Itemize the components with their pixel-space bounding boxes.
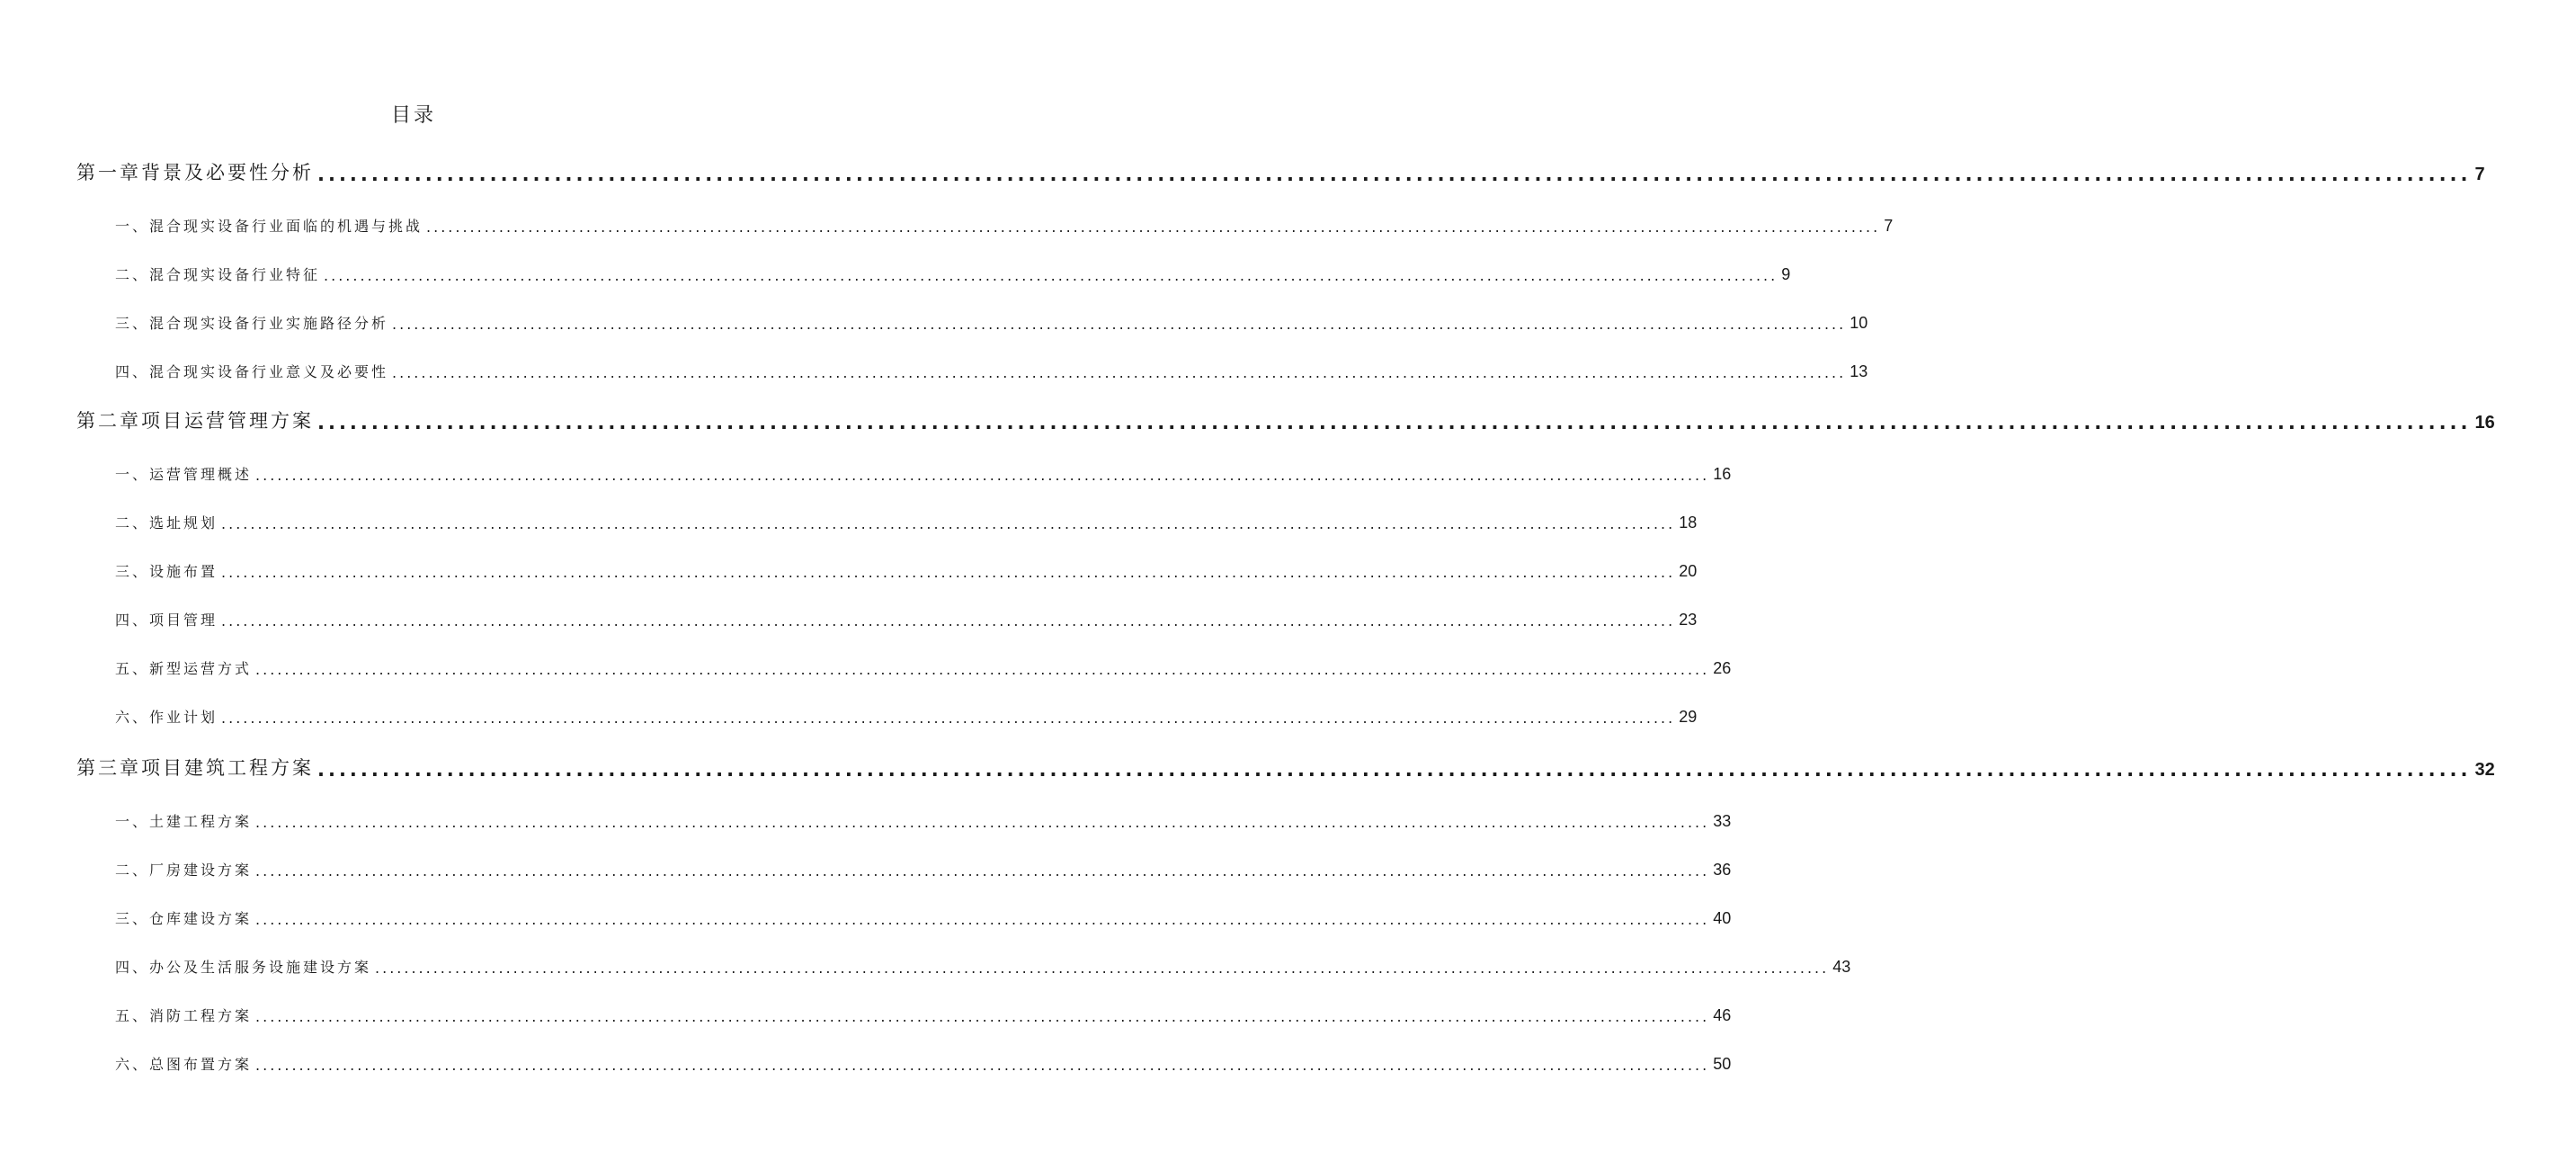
toc-section-entry[interactable] xyxy=(0,950,1851,977)
toc-section-title: 五、消防工程方案 xyxy=(115,1007,253,1024)
toc-section-entry[interactable] xyxy=(0,554,1698,581)
toc-section-page-number: 20 xyxy=(1679,562,1698,580)
toc-section-entry[interactable] xyxy=(0,998,1732,1025)
toc-section-page-number: 18 xyxy=(1679,514,1698,531)
toc-section-page-number: 46 xyxy=(1713,1006,1732,1024)
toc-section-title: 二、选址规划 xyxy=(115,514,218,531)
toc-section-title: 三、仓库建设方案 xyxy=(115,910,253,927)
toc-section-entry[interactable] xyxy=(0,853,1732,880)
toc-section-page-number: 13 xyxy=(1850,362,1868,380)
toc-section-title: 四、项目管理 xyxy=(115,612,218,629)
toc-section-entry[interactable] xyxy=(0,700,1698,727)
toc-section-page-number: 9 xyxy=(1781,265,1791,283)
toc-section-page-number: 43 xyxy=(1832,958,1851,976)
toc-section-title: 三、混合现实设备行业实施路径分析 xyxy=(115,315,389,332)
toc-section-page-number: 26 xyxy=(1713,659,1732,677)
toc-section-entry[interactable] xyxy=(0,901,1732,928)
dot-leader: ........................................................................................................................................................................................................ xyxy=(317,759,2472,781)
dot-leader: ........................................................................................................................................................................................................ xyxy=(392,316,1847,333)
toc-title: 目录 xyxy=(390,104,436,127)
toc-section-entry[interactable] xyxy=(0,651,1732,678)
toc-chapter-page-number: 7 xyxy=(2474,165,2485,184)
toc-section-entry[interactable] xyxy=(0,603,1698,630)
dot-leader: ........................................................................................................................................................................................................ xyxy=(255,661,1710,678)
dot-leader: ........................................................................................................................................................................................................ xyxy=(255,1008,1710,1025)
dot-leader: ........................................................................................................................................................................................................ xyxy=(221,515,1676,532)
toc-section-title: 三、设施布置 xyxy=(115,563,218,580)
dot-leader: ........................................................................................................................................................................................................ xyxy=(221,612,1676,630)
toc-section-page-number: 23 xyxy=(1679,611,1698,629)
toc-section-page-number: 50 xyxy=(1713,1055,1732,1073)
toc-section-title: 一、运营管理概述 xyxy=(115,466,253,483)
dot-leader: ........................................................................................................................................................................................................ xyxy=(255,862,1710,880)
toc-section-page-number: 33 xyxy=(1713,812,1732,830)
dot-leader: ........................................................................................................................................................................................................ xyxy=(426,219,1881,236)
toc-section-entry[interactable] xyxy=(0,354,1868,381)
dot-leader: ........................................................................................................................................................................................................ xyxy=(317,164,2472,185)
dot-leader: ........................................................................................................................................................................................................ xyxy=(375,960,1830,977)
dot-leader: ........................................................................................................................................................................................................ xyxy=(255,911,1710,928)
toc-section-entry[interactable] xyxy=(0,457,1732,484)
toc-section-title: 一、混合现实设备行业面临的机遇与挑战 xyxy=(115,218,423,235)
toc-chapter-entry[interactable] xyxy=(0,158,2485,185)
toc-section-title: 六、作业计划 xyxy=(115,709,218,726)
toc-section-title: 五、新型运营方式 xyxy=(115,660,253,677)
toc-chapter-page-number: 16 xyxy=(2474,413,2495,433)
toc-section-title: 四、混合现实设备行业意义及必要性 xyxy=(115,363,389,380)
dot-leader: ........................................................................................................................................................................................................ xyxy=(221,564,1676,581)
dot-leader: ........................................................................................................................................................................................................ xyxy=(324,267,1778,284)
toc-chapter-entry[interactable] xyxy=(0,754,2495,781)
toc-section-page-number: 29 xyxy=(1679,708,1698,726)
toc-section-entry[interactable] xyxy=(0,306,1868,333)
toc-section-title: 四、办公及生活服务设施建设方案 xyxy=(115,959,372,976)
toc-section-title: 二、厂房建设方案 xyxy=(115,862,253,879)
dot-leader: ........................................................................................................................................................................................................ xyxy=(255,467,1710,484)
toc-section-title: 六、总图布置方案 xyxy=(115,1056,253,1073)
dot-leader: ........................................................................................................................................................................................................ xyxy=(255,1057,1710,1074)
toc-section-entry[interactable] xyxy=(0,1047,1732,1074)
toc-section-page-number: 10 xyxy=(1850,314,1868,332)
dot-leader: ........................................................................................................................................................................................................ xyxy=(255,814,1710,831)
toc-section-entry[interactable] xyxy=(0,209,1894,236)
dot-leader: ........................................................................................................................................................................................................ xyxy=(317,412,2472,433)
toc-section-title: 二、混合现实设备行业特征 xyxy=(115,266,321,283)
toc-section-title: 一、土建工程方案 xyxy=(115,813,253,830)
toc-chapter-title: 第二章项目运营管理方案 xyxy=(76,410,314,432)
dot-leader: ........................................................................................................................................................................................................ xyxy=(221,710,1676,727)
toc-section-page-number: 36 xyxy=(1713,861,1732,879)
toc-chapter-page-number: 32 xyxy=(2474,760,2495,780)
toc-section-entry[interactable] xyxy=(0,804,1732,831)
toc-chapter-title: 第一章背景及必要性分析 xyxy=(76,162,314,183)
toc-section-page-number: 40 xyxy=(1713,909,1732,927)
toc-section-page-number: 7 xyxy=(1884,217,1894,235)
toc-section-page-number: 16 xyxy=(1713,465,1732,483)
toc-section-entry[interactable] xyxy=(0,505,1698,532)
toc-section-entry[interactable] xyxy=(0,257,1791,284)
toc-chapter-title: 第三章项目建筑工程方案 xyxy=(76,757,314,779)
dot-leader: ........................................................................................................................................................................................................ xyxy=(392,364,1847,381)
toc-chapter-entry[interactable] xyxy=(0,406,2495,433)
